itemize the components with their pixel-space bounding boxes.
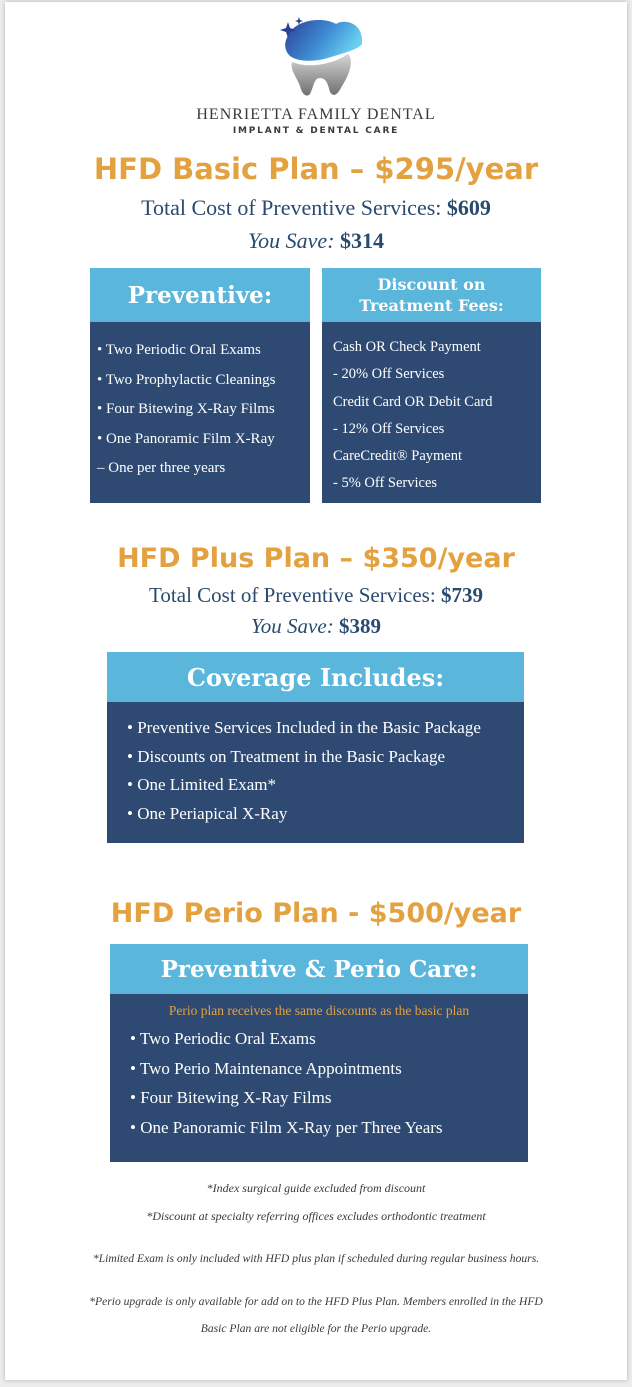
basic-preventive-list xyxy=(90,322,310,503)
list-item: • One Panoramic Film X-Ray per Three Years xyxy=(130,1117,443,1137)
plus-save-line xyxy=(5,614,627,639)
basic-total-line xyxy=(5,195,627,221)
list-item: • One Limited Exam* xyxy=(127,775,276,794)
discount-heading-line1: Discount on xyxy=(377,275,486,294)
plus-coverage-panel xyxy=(107,652,524,843)
list-item: • Discounts on Treatment in the Basic Package xyxy=(127,746,446,766)
list-item: • Four Bitewing X-Ray Films xyxy=(97,401,275,417)
basic-plan-title: HFD Basic Plan – $295/year xyxy=(93,152,539,186)
basic-total-value: $609 xyxy=(446,195,491,220)
tooth-icon xyxy=(270,14,370,100)
list-item: Credit Card OR Debit Card xyxy=(333,393,493,410)
perio-care-heading: Preventive & Perio Care: xyxy=(110,944,528,994)
plus-plan-title: HFD Plus Plan – $350/year xyxy=(117,543,515,574)
basic-preventive-heading: Preventive: xyxy=(90,268,310,322)
basic-discount-panel xyxy=(322,268,541,503)
brand-tagline: IMPLANT & DENTAL CARE xyxy=(232,126,400,136)
basic-discount-list xyxy=(322,322,541,503)
plus-total-line xyxy=(5,583,627,608)
list-item: • Two Periodic Oral Exams xyxy=(130,1029,316,1048)
list-item: - 12% Off Services xyxy=(333,420,445,437)
discount-heading-line2: Treatment Fees: xyxy=(359,296,504,315)
list-item: • One Periapical X-Ray xyxy=(127,803,288,823)
footnote-surgical-guide: *Index surgical guide excluded from discount xyxy=(206,1181,426,1195)
footnote-limited-exam: *Limited Exam is only included with HFD plus plan if scheduled during regular business hours. xyxy=(92,1252,540,1265)
list-item: • Two Perio Maintenance Appointments xyxy=(130,1058,402,1078)
plus-coverage-heading: Coverage Includes: xyxy=(107,652,524,702)
plus-total-value: $739 xyxy=(440,583,483,607)
basic-preventive-panel xyxy=(90,268,310,503)
basic-save-line xyxy=(5,228,627,254)
list-item: - 5% Off Services xyxy=(333,475,438,492)
footnote-perio-upgrade-line2: Basic Plan are not eligible for the Perio upgrade. xyxy=(200,1322,432,1335)
perio-care-list xyxy=(110,994,528,1162)
perio-plan-title: HFD Perio Plan - $500/year xyxy=(110,898,522,929)
list-item: Cash OR Check Payment xyxy=(333,339,481,355)
list-item: • Two Periodic Oral Exams xyxy=(97,342,261,358)
list-item: – One per three years xyxy=(97,460,226,476)
footnote-perio-upgrade-line1: *Perio upgrade is only available for add on to the HFD Plus Plan. Members enrolled in the HFD xyxy=(89,1295,543,1308)
list-item: • Preventive Services Included in the Basic Package xyxy=(127,718,481,737)
plus-save-label: You Save: xyxy=(251,614,334,638)
list-item: - 20% Off Services xyxy=(333,366,445,383)
basic-save-label: You Save: xyxy=(247,228,335,253)
list-item: • One Panoramic Film X-Ray xyxy=(97,430,275,447)
basic-save-value: $314 xyxy=(340,228,385,253)
basic-total-label: Total Cost of Preventive Services: xyxy=(141,195,442,220)
plus-total-label: Total Cost of Preventive Services: xyxy=(149,583,436,607)
list-item: • Four Bitewing X-Ray Films xyxy=(130,1088,332,1107)
basic-discount-heading xyxy=(322,268,541,322)
perio-care-panel xyxy=(110,944,528,1162)
plus-save-value: $389 xyxy=(338,614,381,638)
brand-name: HENRIETTA FAMILY DENTAL xyxy=(196,106,436,123)
plus-coverage-list xyxy=(107,702,524,843)
pricing-card xyxy=(5,2,627,1380)
list-item: CareCredit® Payment xyxy=(333,448,462,465)
list-item: • Two Prophylactic Cleanings xyxy=(97,371,276,388)
footnote-specialty-offices: *Discount at specialty referring offices excludes orthodontic treatment xyxy=(146,1209,486,1223)
perio-subnote: Perio plan receives the same discounts as the basic plan xyxy=(168,1003,470,1018)
